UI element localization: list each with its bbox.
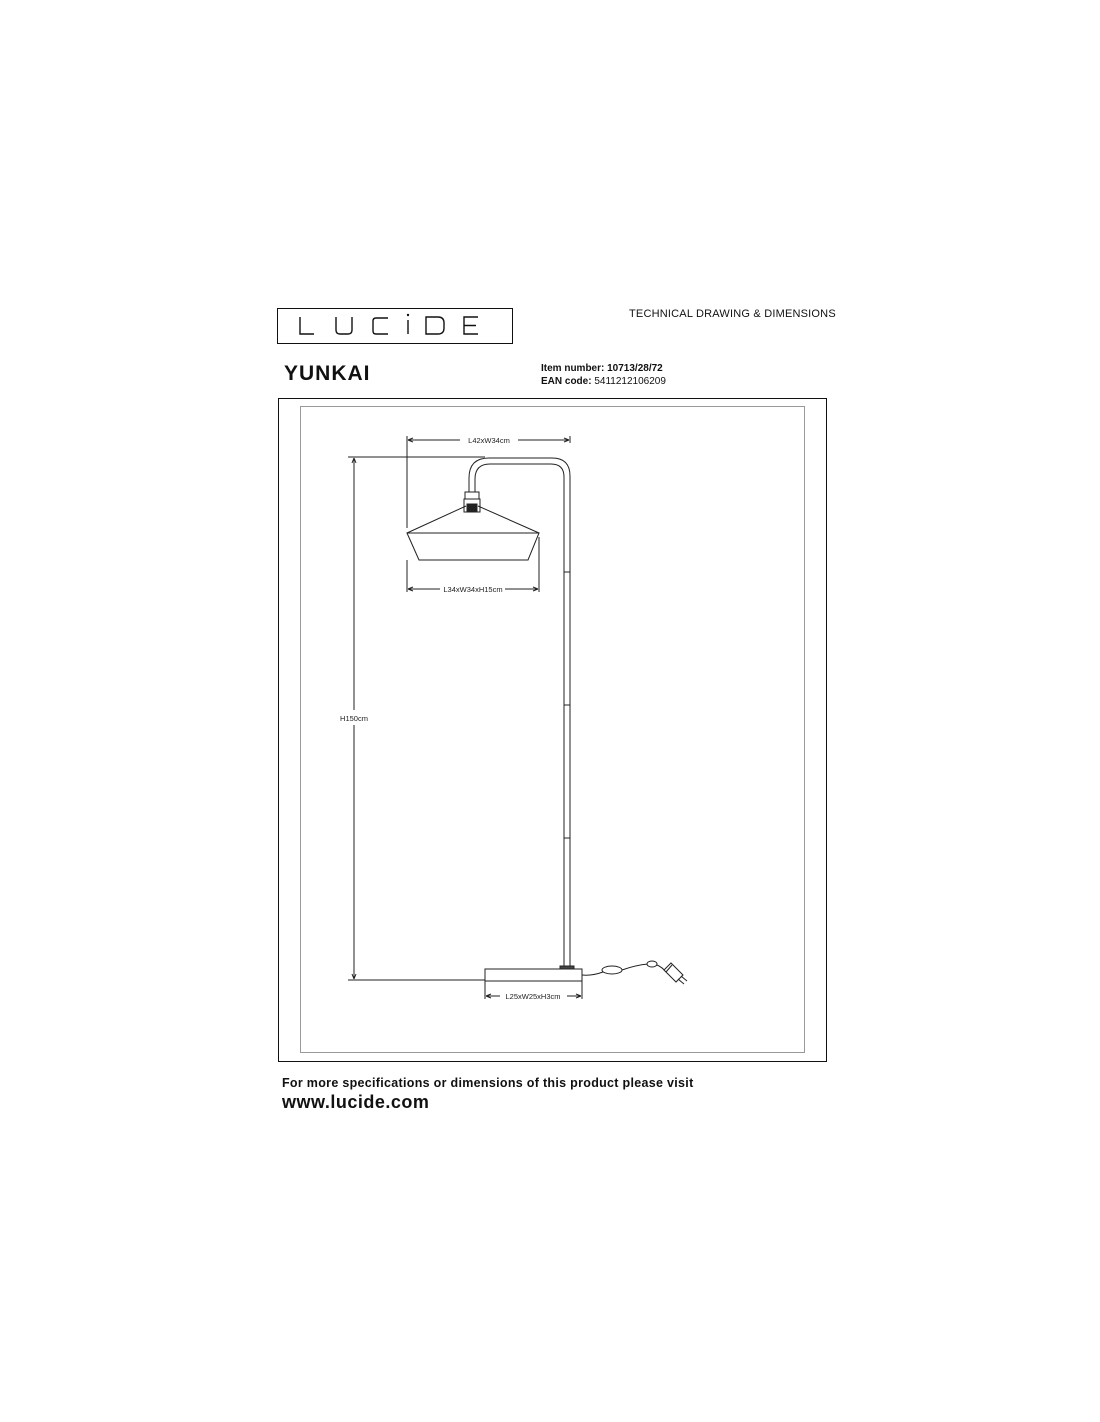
lamp-base — [485, 966, 582, 981]
item-number-label: Item number: — [541, 363, 605, 374]
foot-switch-icon — [602, 966, 622, 974]
cable-and-plug — [582, 961, 687, 984]
dim-shade-label: L34xW34xH15cm — [443, 585, 503, 594]
lamp-socket — [464, 492, 480, 512]
dim-top-label: L42xW34cm — [468, 436, 510, 445]
dim-height-label: H150cm — [340, 714, 368, 723]
item-number-value: 10713/28/72 — [607, 363, 663, 374]
dim-base-label: L25xW25xH3cm — [505, 992, 561, 1001]
footer-url-link[interactable]: www.lucide.com — [282, 1092, 430, 1112]
dim-top-line — [407, 436, 570, 528]
ean-label: EAN code: — [541, 376, 592, 387]
ean-value: 5411212106209 — [594, 376, 666, 387]
section-title: TECHNICAL DRAWING & DIMENSIONS — [629, 308, 836, 320]
plug-icon — [664, 963, 687, 984]
dim-shade-line — [407, 537, 539, 592]
dim-height-line — [348, 457, 485, 980]
lamp-shade — [407, 506, 539, 560]
product-name: YUNKAI — [284, 362, 371, 385]
lamp-pole — [469, 458, 570, 966]
footer-text: For more specifications or dimensions of this product please visit — [282, 1076, 694, 1090]
